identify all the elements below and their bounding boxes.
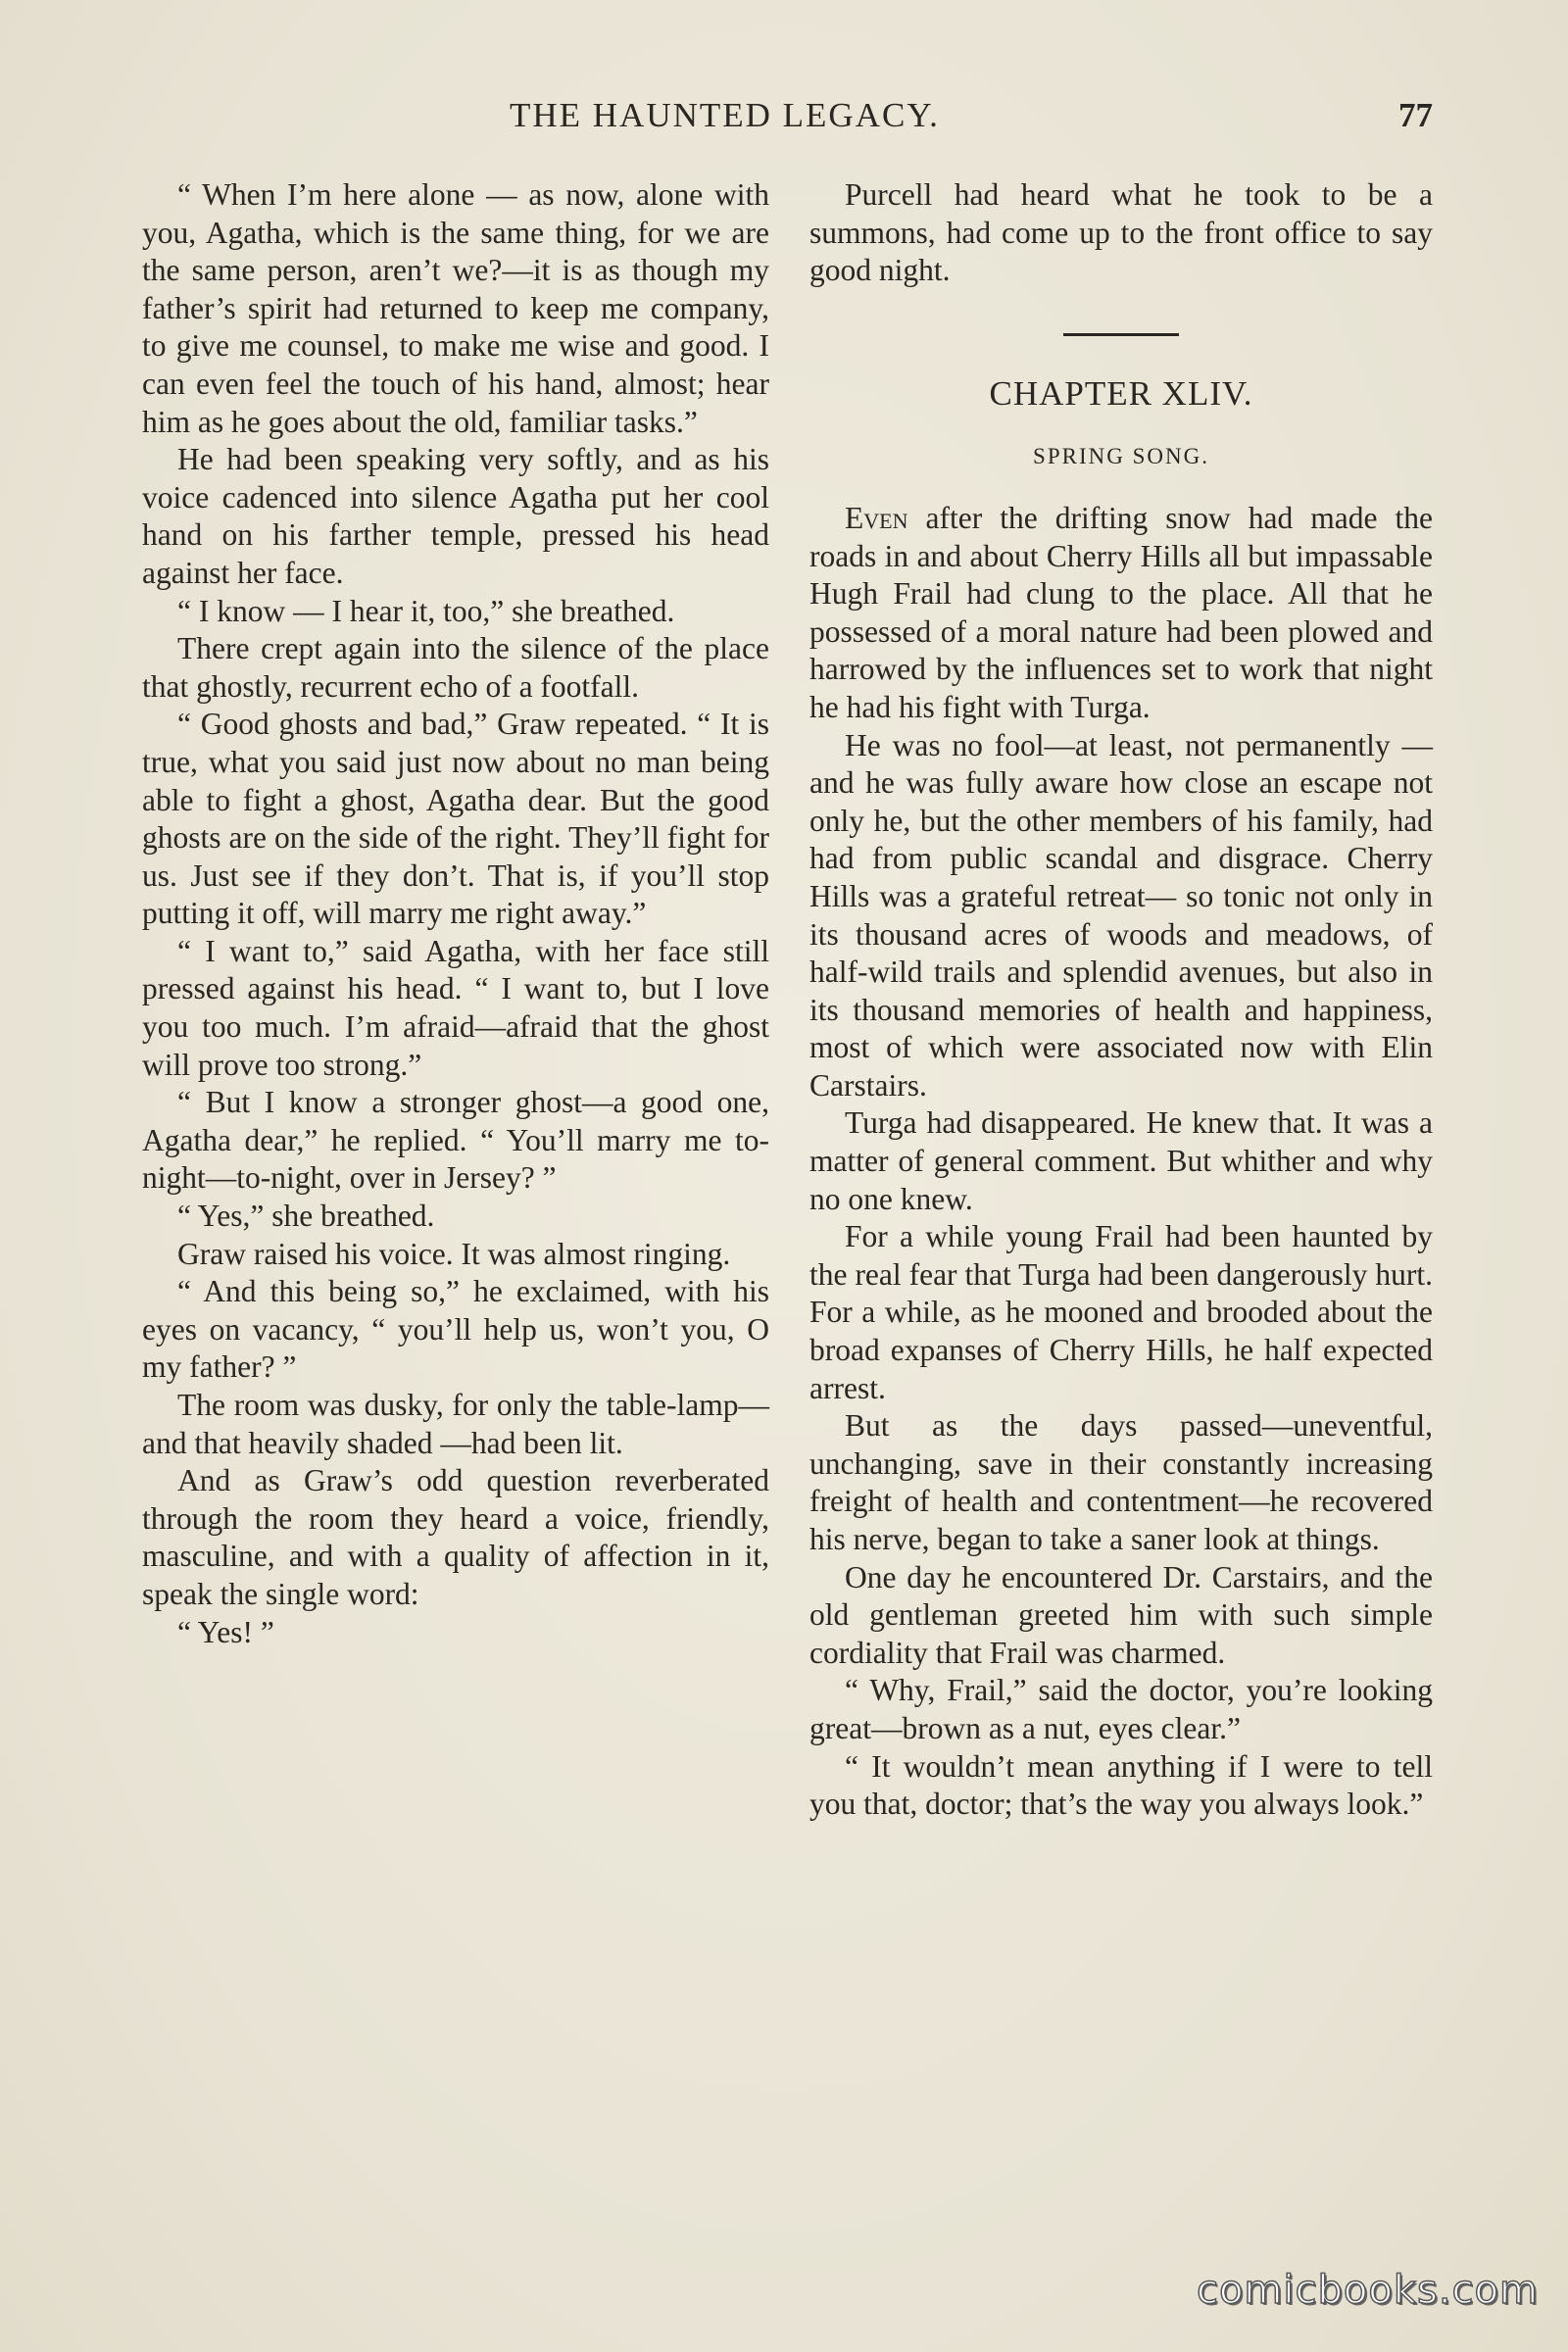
paragraph: But as the days passed—uneventful, unchanging, save in their constantly increasing freight of health and contentment—he recovered his nerve, began to take a saner look at things. (809, 1408, 1433, 1556)
paragraph: “ I want to,” said Agatha, with her face still pressed against his head. “ I want to, but I love you too much. I’m afraid—afraid that the ghost will prove too strong.” (142, 933, 769, 1082)
paragraph: “ Yes! ” (177, 1614, 274, 1649)
page-number: 77 (1398, 96, 1433, 134)
site-watermark: comicbooks.com (1196, 2268, 1539, 2313)
section-divider (1063, 333, 1179, 336)
paragraph: “ Good ghosts and bad,” Graw repeated. “ It is true, what you said just now about no man being able to fight a ghost, Agatha dear. But the good ghosts are on the side of the right. They’ll fight for us. Just see if they don’t. That is, if you’ll stop putting it off, will marry me right away.” (142, 707, 769, 931)
paragraph: “ It wouldn’t mean anything if I were to tell you that, doctor; that’s the way you always look.” (809, 1748, 1433, 1822)
left-column (142, 176, 769, 1651)
paragraph: “ Why, Frail,” said the doctor, you’re looking great—brown as a nut, eyes clear.” (809, 1673, 1433, 1745)
paragraph: He was no fool—at least, not permanently — and he was fully aware how close an escape not only he, but the other members of his family, had had from public scandal and disgrace. Cherry Hills was a grateful retreat— so tonic not only in its thousand acres of woods and meadows, of half-wild trails and splendid avenues, but also in its thousand memories of health and happiness, most of which were associated now with Elin Carstairs. (809, 727, 1433, 1102)
paragraph: One day he encountered Dr. Carstairs, and the old gentleman greeted him with such simple cordiality that Frail was charmed. (809, 1559, 1433, 1670)
running-title: THE HAUNTED LEGACY. (510, 96, 940, 134)
paragraph: The room was dusky, for only the table-lamp—and that heavily shaded —had been lit. (142, 1388, 769, 1460)
continued-paragraph: Purcell had heard what he took to be a summons, had come up to the front office to say good night. (809, 177, 1433, 288)
chapter-subtitle: SPRING SONG. (1033, 444, 1209, 469)
chapter-opening-paragraph (809, 500, 1433, 727)
opening-text: after the drifting snow had made the roads in and about Cherry Hills all but impassable Hugh Frail had clung to the place. All that he possessed of a moral nature had been plowed and harrowed by the influences set to work that night he had his fight with Turga. (809, 500, 1433, 724)
paragraph: “ When I’m here alone — as now, alone with you, Agatha, which is the same thing, for we are the same person, aren’t we?—it is as though my father’s spirit had returned to keep me company, to give me counsel, to make me wise and good. I can even feel the touch of his hand, almost; hear him as he goes about the old, familiar tasks.” (142, 177, 769, 439)
paragraph: “ Yes,” she breathed. (177, 1199, 435, 1234)
paragraph: Turga had disappeared. He knew that. It was a matter of general comment. But whither and why no one knew. (809, 1105, 1433, 1216)
paragraph: “ I know — I hear it, too,” she breathed. (177, 593, 675, 628)
paragraph: He had been speaking very softly, and as his voice cadenced into silence Agatha put her cool hand on his farther temple, pressed his head against her face. (142, 442, 769, 590)
paragraph: There crept again into the silence of the place that ghostly, recurrent echo of a footfall. (142, 631, 769, 704)
running-head (0, 96, 1568, 155)
paragraph: Graw raised his voice. It was almost ringing. (177, 1236, 731, 1271)
right-column (809, 176, 1433, 1824)
paragraph: And as Graw’s odd question reverberated through the room they heard a voice, friendly, masculine, and with a quality of affection in it, speak the single word: (142, 1463, 769, 1611)
chapter-title: CHAPTER XLIV. (989, 373, 1253, 413)
paragraph: “ But I know a stronger ghost—a good one, Agatha dear,” he replied. “ You’ll marry me to-night—to-night, over in Jersey? ” (142, 1085, 769, 1196)
paragraph: For a while young Frail had been haunted by the real fear that Turga had been dangerously hurt. For a while, as he mooned and brooded about the broad expanses of Cherry Hills, he half expected arrest. (809, 1219, 1433, 1405)
paragraph: “ And this being so,” he exclaimed, with his eyes on vacancy, “ you’ll help us, won’t you, O my father? ” (142, 1274, 769, 1385)
opening-word: Even (845, 500, 908, 535)
